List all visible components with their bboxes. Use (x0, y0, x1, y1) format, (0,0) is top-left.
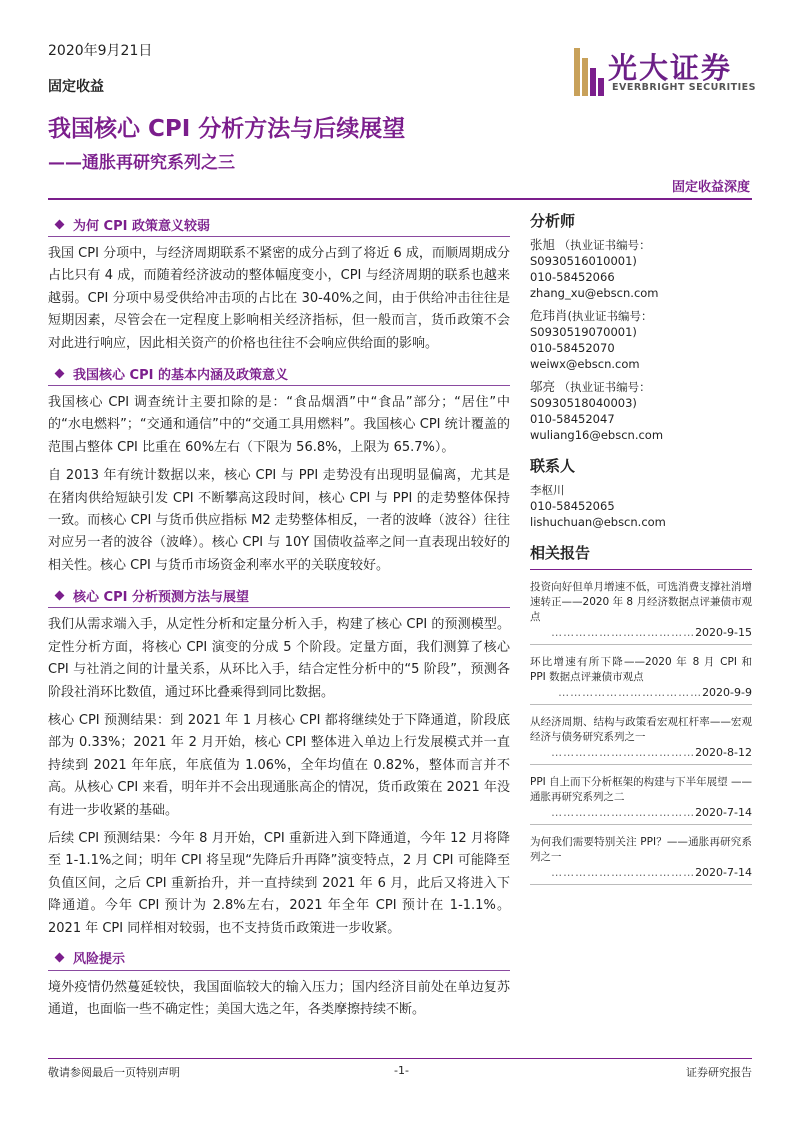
paragraph: 我国核心 CPI 调查统计主要扣除的是：“食品烟酒”中“食品”部分；“居住”中的“水电燃料”；“交通和通信”中的“交通工具用燃料”。我国核心 CPI 统计覆盖的范围占整体 CPI 比重在 60%左右（下限为 56.8%，上限为 65.7%）。 (48, 395, 510, 455)
diamond-bullet-icon (55, 219, 65, 229)
analyst-cert: （执业证书编号：S0930516010001) (530, 238, 651, 268)
related-report-list (530, 569, 752, 885)
page-subtitle: ——通胀再研究系列之三 (48, 153, 235, 173)
analyst-email[interactable]: wuliang16@ebscn.com (530, 428, 664, 442)
related-heading: 相关报告 (530, 544, 591, 562)
contact-name: 李枢川 (530, 483, 565, 497)
section-heading: 风险提示 (48, 946, 510, 971)
related-report-date: 2020-7-14 (695, 866, 752, 879)
contact-phone: 010-58452065 (530, 499, 615, 513)
diamond-bullet-icon (55, 590, 65, 600)
report-date: 2020年9月21日 (48, 43, 153, 59)
paragraph: 自 2013 年有统计数据以来，核心 CPI 与 PPI 走势没有出现明显偏离，尤其是在猪肉供给短缺引发 CPI 不断攀高这段时间，核心 CPI 与 PPI 的走势整体保持一致。而核心 CPI 与货币供应指标 M2 走势整体相反，一者的波峰（波谷）往往对应另一者的波谷（波峰）。核心 CPI 与 10Y 国债收益率之间一直表现出较好的相关性。核心 CPI 与货币市场资金利率水平的关联度较好。 (48, 468, 510, 573)
footer-divider (48, 1058, 752, 1059)
analyst-name: 邬亮 (530, 379, 556, 394)
related-report-date: 2020-9-15 (695, 626, 752, 639)
section-heading: 核心 CPI 分析预测方法与展望 (48, 583, 510, 608)
diamond-bullet-icon (55, 368, 65, 378)
related-report-item[interactable]: 从经济周期、结构与政策看宏观杠杆率——宏观经济与债务研究系列之一 ………………………………2020-8-12 (530, 705, 752, 765)
report-type-tag: 固定收益深度 (671, 180, 750, 195)
footer-disclaimer: 敬请参阅最后一页特别声明 (48, 1066, 180, 1079)
main-content (48, 208, 510, 1028)
related-report-title: 环比增速有所下降——2020 年 8 月 CPI 和 PPI 数据点评兼债市观点 (530, 656, 752, 683)
analyst-name: 张旭 (530, 237, 556, 252)
related-report-item[interactable]: 投资向好但单月增速不低，可选消费支撑社消增速转正——2020 年 8 月经济数据点评兼债市观点 ………………………………2020-9-15 (530, 570, 752, 645)
paragraph: 核心 CPI 预测结果：到 2021 年 1 月核心 CPI 都将继续处于下降通道，阶段底部为 0.33%；2021 年 2 月开始，核心 CPI 整体进入单边上行发展模式并一直持续到 2021 年年底，年底值为 1.06%，全年均值在 0.82%，整体而言并不高。从核心 CPI 来看，明年并不会出现通胀高企的情况，货币政策在 2021 年没有进一步收紧的基础。 (48, 712, 510, 818)
paragraph: 我们从需求端入手，从定性分析和定量分析入手，构建了核心 CPI 的预测模型。定性分析方面，将核心 CPI 演变的分成 5 个阶段。定量方面，我们测算了核心 CPI 与社消之间的计量关系，从环比入手，结合定性分析中的“5 阶段”，预测各阶段社消环比数值，通过环比叠乘得到同比数据。 (48, 617, 510, 700)
analyst-phone: 010-58452070 (530, 341, 615, 355)
header-divider (48, 198, 752, 200)
analyst-name: 危玮肖 (530, 308, 568, 323)
related-report-date: 2020-8-12 (695, 746, 752, 759)
analyst-phone: 010-58452047 (530, 412, 615, 426)
logo-text-cn: 光大证券 (608, 51, 733, 85)
related-report-title: 从经济周期、结构与政策看宏观杠杆率——宏观经济与债务研究系列之一 (530, 716, 752, 743)
related-report-title: 为何我们需要特别关注 PPI？——通胀再研究系列之一 (530, 836, 752, 863)
contact-email[interactable]: lishuchuan@ebscn.com (530, 515, 666, 529)
related-report-item[interactable]: 环比增速有所下降——2020 年 8 月 CPI 和 PPI 数据点评兼债市观点 ………………………………2020-9-9 (530, 645, 752, 705)
analyst-cert: (执业证书编号：S0930519070001) (530, 309, 653, 339)
related-report-date: 2020-9-9 (702, 686, 752, 699)
related-report-title: 投资向好但单月增速不低，可选消费支撑社消增速转正——2020 年 8 月经济数据点评兼债市观点 (530, 581, 752, 623)
paragraph: 我国 CPI 分项中，与经济周期联系不紧密的成分占到了将近 6 成，而顺周期成分占比只有 4 成，而随着经济波动的整体幅度变小，CPI 与经济周期的联系也越来越弱。CPI 分项中易受供给冲击项的占比在 30-40%之间，由于供给冲击往往是短期因素，尽管会在一定程度上影响相关经济指标，但一般而言，货币政策不会对此进行响应，因此相关资产的价格也往往不会响应供给面的影响。 (48, 246, 510, 351)
section-heading: 我国核心 CPI 的基本内涵及政策意义 (48, 361, 510, 386)
page-title: 我国核心 CPI 分析方法与后续展望 (48, 116, 406, 142)
logo-text-en: EVERBRIGHT SECURITIES (612, 82, 756, 93)
contact-card (530, 482, 752, 530)
related-report-item[interactable]: 为何我们需要特别关注 PPI？——通胀再研究系列之一 ………………………………2020-7-14 (530, 825, 752, 885)
page-number: -1- (394, 1064, 409, 1077)
logo-mark-icon (572, 44, 608, 100)
analyst-card (530, 308, 752, 372)
analyst-email[interactable]: zhang_xu@ebscn.com (530, 286, 659, 300)
related-report-date: 2020-7-14 (695, 806, 752, 819)
sidebar (530, 210, 752, 885)
analyst-email[interactable]: weiwx@ebscn.com (530, 357, 640, 371)
analyst-card (530, 379, 752, 443)
analyst-phone: 010-58452066 (530, 270, 615, 284)
analyst-cert: （执业证书编号：S0930518040003) (530, 380, 651, 410)
footer-report-type: 证券研究报告 (686, 1066, 752, 1079)
paragraph: 后续 CPI 预测结果：今年 8 月开始，CPI 重新进入到下降通道，今年 12 月将降至 1-1.1%之间；明年 CPI 将呈现“先降后升再降”演变特点，2 月 CPI 可能降至负值区间，之后 CPI 重新抬升，并一直持续到 2021 年 6 月，此后又将进入下降通道。今年 CPI 预计为 2.8%左右，2021 年全年 CPI 预计在 1-1.1%。2021 年 CPI 同样相对较弱，也不支持货币政策进一步收紧。 (48, 830, 510, 936)
section-heading: 为何 CPI 政策意义较弱 (48, 212, 510, 237)
diamond-bullet-icon (55, 953, 65, 963)
analyst-card (530, 237, 752, 301)
related-report-title: PPI 自上而下分析框架的构建与下半年展望 ——通胀再研究系列之二 (530, 776, 752, 803)
paragraph: 境外疫情仍然蔓延较快，我国面临较大的输入压力；国内经济目前处在单边复苏通道，也面临一些不确定性；美国大选之年，各类摩擦持续不断。 (48, 979, 510, 1018)
related-report-item[interactable]: PPI 自上而下分析框架的构建与下半年展望 ——通胀再研究系列之二 ………………………………2020-7-14 (530, 765, 752, 825)
report-category: 固定收益 (48, 79, 104, 95)
analysts-heading: 分析师 (530, 212, 576, 230)
contact-heading: 联系人 (530, 457, 576, 475)
